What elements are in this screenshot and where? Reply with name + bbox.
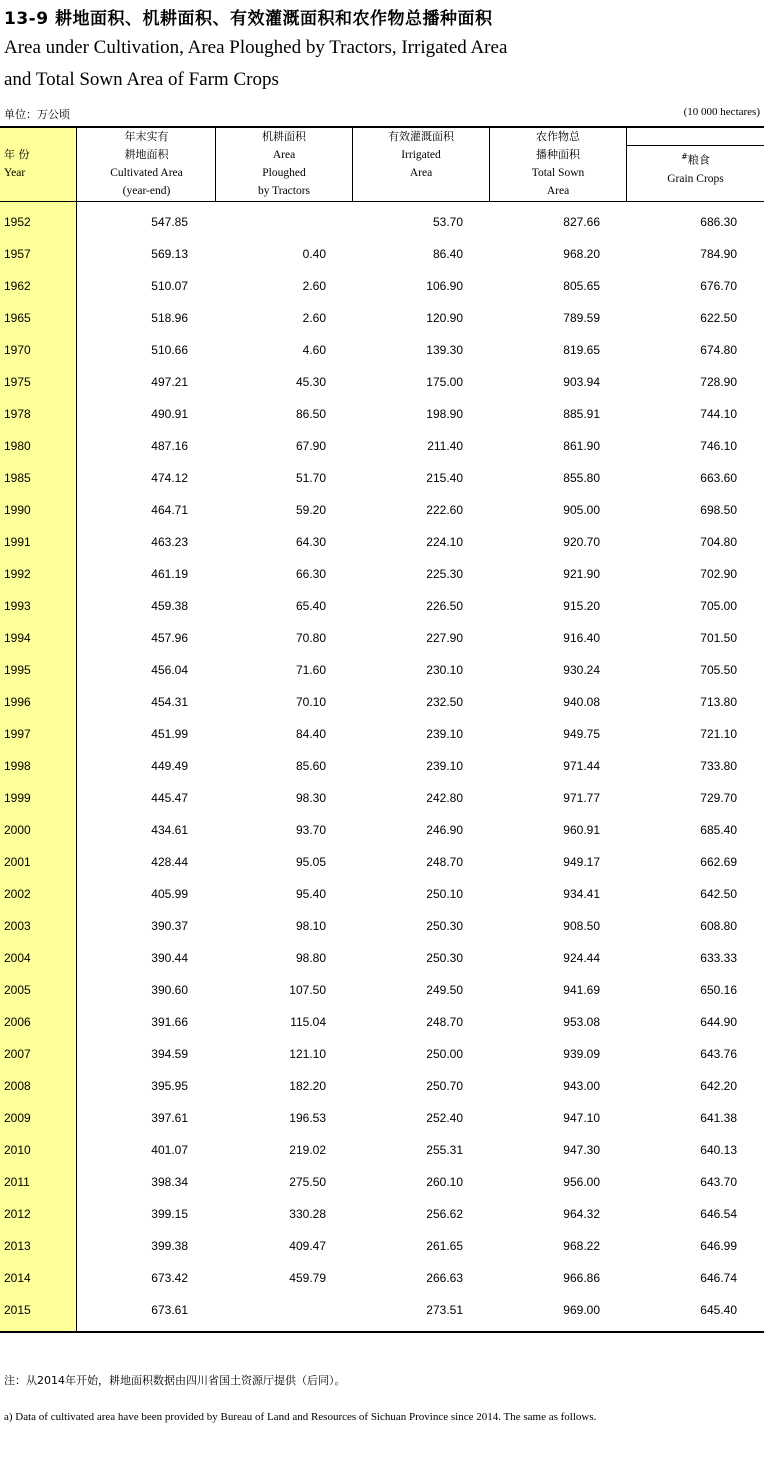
- cell-irrigated: 252.40: [426, 1111, 463, 1125]
- footnote-cn: 注：从2014年开始，耕地面积数据由四川省国土资源厅提供（后同）。: [4, 1374, 346, 1387]
- cell-sown: 930.24: [563, 663, 600, 677]
- cell-irrigated: 106.90: [426, 279, 463, 293]
- cell-grain: 674.80: [700, 343, 737, 357]
- cell-year: 1962: [4, 279, 31, 293]
- header-grain-en: Grain Crops: [667, 172, 724, 185]
- table-row: [0, 1294, 764, 1326]
- cell-sown: 968.20: [563, 247, 600, 261]
- table-row: [0, 430, 764, 462]
- header-divider-1: [215, 128, 216, 201]
- cell-irrigated: 239.10: [426, 727, 463, 741]
- cell-grain: 701.50: [700, 631, 737, 645]
- table-row: [0, 974, 764, 1006]
- cell-grain: 622.50: [700, 311, 737, 325]
- cell-grain: 646.74: [700, 1271, 737, 1285]
- cell-year: 2011: [4, 1175, 30, 1189]
- cell-year: 1975: [4, 375, 31, 389]
- cell-sown: 934.41: [563, 887, 600, 901]
- cell-year: 2012: [4, 1207, 31, 1221]
- cell-year: 1957: [4, 247, 31, 261]
- table-row: [0, 1166, 764, 1198]
- cell-sown: 971.44: [563, 759, 600, 773]
- header-ploughed: [216, 128, 352, 201]
- cell-year: 1992: [4, 567, 31, 581]
- cell-ploughed: 84.40: [295, 727, 326, 741]
- cell-irrigated: 248.70: [426, 1015, 463, 1029]
- cell-irrigated: 249.50: [426, 983, 463, 997]
- cell-grain: 702.90: [700, 567, 737, 581]
- cell-year: 1980: [4, 439, 31, 453]
- cell-irrigated: 250.70: [426, 1079, 463, 1093]
- header-ploughed-cn: 机耕面积: [262, 130, 306, 143]
- cell-cultivated: 391.66: [151, 1015, 188, 1029]
- header-sown-cn2: 播种面积: [536, 148, 580, 161]
- cell-sown: 949.75: [563, 727, 600, 741]
- cell-ploughed: 98.10: [295, 919, 326, 933]
- cell-sown: 861.90: [563, 439, 600, 453]
- cell-grain: 644.90: [700, 1015, 737, 1029]
- cell-grain: 713.80: [700, 695, 737, 709]
- cell-sown: 819.65: [563, 343, 600, 357]
- cell-year: 2014: [4, 1271, 31, 1285]
- cell-cultivated: 487.16: [151, 439, 188, 453]
- cell-cultivated: 394.59: [151, 1047, 188, 1061]
- cell-sown: 939.09: [563, 1047, 600, 1061]
- header-divider-2: [352, 128, 353, 201]
- table-row: [0, 814, 764, 846]
- header-cultivated-cn1: 年末实有: [124, 130, 169, 143]
- cell-ploughed: 0.40: [302, 247, 326, 261]
- cell-sown: 920.70: [563, 535, 600, 549]
- table-row: [0, 238, 764, 270]
- cell-ploughed: 70.80: [295, 631, 326, 645]
- cell-cultivated: 457.96: [151, 631, 188, 645]
- cell-ploughed: 182.20: [289, 1079, 326, 1093]
- header-grain-cn: 粮食: [687, 153, 710, 167]
- cell-sown: 905.00: [563, 503, 600, 517]
- cell-ploughed: 95.40: [295, 887, 326, 901]
- cell-grain: 663.60: [700, 471, 737, 485]
- cell-irrigated: 246.90: [426, 823, 463, 837]
- cell-sown: 956.00: [563, 1175, 600, 1189]
- cell-ploughed: 65.40: [295, 599, 326, 613]
- unit-label-en: (10 000 hectares): [683, 106, 760, 118]
- cell-irrigated: 120.90: [426, 311, 463, 325]
- cell-sown: 953.08: [563, 1015, 600, 1029]
- header-cultivated: [78, 128, 215, 201]
- cell-year: 1994: [4, 631, 31, 645]
- cell-irrigated: 250.10: [426, 887, 463, 901]
- table-row: [0, 1262, 764, 1294]
- cell-year: 1995: [4, 663, 31, 677]
- cell-cultivated: 569.13: [151, 247, 188, 261]
- cell-grain: 733.80: [700, 759, 737, 773]
- table-row: [0, 782, 764, 814]
- cell-year: 1998: [4, 759, 31, 773]
- table-row: [0, 942, 764, 974]
- cell-year: 1985: [4, 471, 31, 485]
- header-ploughed-en3: by Tractors: [257, 185, 311, 197]
- header-sown-cn1: 农作物总: [536, 130, 580, 143]
- table-row: [0, 526, 764, 558]
- cell-ploughed: 4.60: [302, 343, 326, 357]
- cell-ploughed: 70.10: [295, 695, 326, 709]
- cell-year: 1990: [4, 503, 31, 517]
- cell-cultivated: 474.12: [151, 471, 188, 485]
- cell-cultivated: 451.99: [151, 727, 188, 741]
- cell-sown: 921.90: [563, 567, 600, 581]
- cell-cultivated: 518.96: [151, 311, 188, 325]
- table-row: [0, 398, 764, 430]
- cell-ploughed: 66.30: [295, 567, 326, 581]
- cell-year: 1991: [4, 535, 31, 549]
- table-row: [0, 590, 764, 622]
- table-row: [0, 462, 764, 494]
- header-ploughed-en2: Ploughed: [262, 167, 306, 179]
- cell-sown: 960.91: [563, 823, 600, 837]
- cell-cultivated: 397.61: [151, 1111, 188, 1125]
- cell-cultivated: 464.71: [151, 503, 188, 517]
- cell-irrigated: 226.50: [426, 599, 463, 613]
- table-row: [0, 1102, 764, 1134]
- cell-year: 1993: [4, 599, 31, 613]
- table-row: [0, 1230, 764, 1262]
- cell-cultivated: 454.31: [151, 695, 188, 709]
- cell-ploughed: 2.60: [302, 279, 326, 293]
- header-ploughed-en1: Area: [272, 149, 296, 161]
- cell-grain: 705.00: [700, 599, 737, 613]
- cell-cultivated: 547.85: [151, 215, 188, 229]
- cell-year: 2009: [4, 1111, 31, 1125]
- cell-grain: 744.10: [700, 407, 737, 421]
- cell-cultivated: 390.44: [151, 951, 188, 965]
- cell-grain: 646.54: [700, 1207, 737, 1221]
- cell-ploughed: 51.70: [295, 471, 326, 485]
- table-row: [0, 622, 764, 654]
- cell-sown: 943.00: [563, 1079, 600, 1093]
- cell-grain: 641.38: [700, 1111, 737, 1125]
- cell-year: 1999: [4, 791, 31, 805]
- cell-cultivated: 405.99: [151, 887, 188, 901]
- cell-year: 2010: [4, 1143, 31, 1157]
- cell-grain: 642.20: [700, 1079, 737, 1093]
- cell-ploughed: 275.50: [289, 1175, 326, 1189]
- cell-ploughed: 59.20: [295, 503, 326, 517]
- table-row: [0, 686, 764, 718]
- cell-ploughed: 98.80: [295, 951, 326, 965]
- table-row: [0, 750, 764, 782]
- header-grain-subrule: [627, 145, 764, 146]
- cell-grain: 676.70: [700, 279, 737, 293]
- cell-irrigated: 248.70: [426, 855, 463, 869]
- cell-year: 1965: [4, 311, 31, 325]
- table-row: [0, 878, 764, 910]
- cell-ploughed: 409.47: [289, 1239, 326, 1253]
- cell-irrigated: 211.40: [427, 439, 463, 453]
- cell-grain: 721.10: [700, 727, 737, 741]
- header-year-cn: 年 份: [4, 148, 30, 161]
- cell-cultivated: 490.91: [151, 407, 188, 421]
- cell-irrigated: 225.30: [426, 567, 463, 581]
- table-row: [0, 206, 764, 238]
- table-row: [0, 1006, 764, 1038]
- cell-grain: 646.99: [700, 1239, 737, 1253]
- cell-cultivated: 445.47: [151, 791, 188, 805]
- cell-cultivated: 428.44: [151, 855, 188, 869]
- cell-sown: 827.66: [563, 215, 600, 229]
- cell-irrigated: 232.50: [426, 695, 463, 709]
- cell-sown: 947.30: [563, 1143, 600, 1157]
- cell-irrigated: 256.62: [426, 1207, 463, 1221]
- cell-ploughed: 64.30: [295, 535, 326, 549]
- cell-sown: 789.59: [563, 311, 600, 325]
- cell-sown: 855.80: [563, 471, 600, 485]
- cell-grain: 685.40: [700, 823, 737, 837]
- cell-irrigated: 222.60: [426, 503, 463, 517]
- header-year: [0, 128, 77, 201]
- cell-grain: 686.30: [700, 215, 737, 229]
- cell-year: 2008: [4, 1079, 31, 1093]
- cell-grain: 728.90: [700, 375, 737, 389]
- cell-ploughed: 121.10: [289, 1047, 326, 1061]
- header-irrigated-cn: 有效灌溉面积: [388, 130, 454, 143]
- header-sown-en1: Total Sown: [531, 167, 585, 179]
- table-row: [0, 494, 764, 526]
- cell-sown: 966.86: [563, 1271, 600, 1285]
- cell-ploughed: 67.90: [295, 439, 326, 453]
- header-irrigated: [353, 128, 489, 201]
- table-title-en-line2: and Total Sown Area of Farm Crops: [4, 69, 279, 90]
- cell-irrigated: 261.65: [426, 1239, 463, 1253]
- cell-ploughed: 219.02: [289, 1143, 326, 1157]
- cell-year: 2000: [4, 823, 31, 837]
- cell-sown: 805.65: [563, 279, 600, 293]
- cell-grain: 645.40: [700, 1303, 737, 1317]
- cell-sown: 968.22: [563, 1239, 600, 1253]
- header-sown-en2: Area: [546, 185, 570, 197]
- cell-grain: 643.76: [700, 1047, 737, 1061]
- cell-irrigated: 255.31: [426, 1143, 463, 1157]
- cell-year: 2005: [4, 983, 31, 997]
- header-sown: [490, 128, 626, 201]
- table-row: [0, 1070, 764, 1102]
- table-row: [0, 334, 764, 366]
- cell-irrigated: 266.63: [426, 1271, 463, 1285]
- cell-ploughed: 196.53: [289, 1111, 326, 1125]
- cell-sown: 908.50: [563, 919, 600, 933]
- header-bottom-rule: [0, 201, 764, 202]
- cell-grain: 784.90: [700, 247, 737, 261]
- header-cultivated-cn2: 耕地面积: [124, 148, 169, 161]
- table-row: [0, 654, 764, 686]
- footnote-en: a) Data of cultivated area have been provided by Bureau of Land and Resources of Sichuan Province since 2014. The same as follows.: [4, 1411, 597, 1423]
- cell-cultivated: 510.66: [151, 343, 188, 357]
- cell-ploughed: 330.28: [289, 1207, 326, 1221]
- cell-irrigated: 239.10: [426, 759, 463, 773]
- cell-sown: 940.08: [563, 695, 600, 709]
- cell-grain: 729.70: [700, 791, 737, 805]
- cell-cultivated: 459.38: [151, 599, 188, 613]
- cell-irrigated: 250.30: [426, 919, 463, 933]
- table-title-cn: 13-9 耕地面积、机耕面积、有效灌溉面积和农作物总播种面积: [4, 9, 493, 29]
- table-title-en-line1: Area under Cultivation, Area Ploughed by Tractors, Irrigated Area: [4, 37, 508, 58]
- cell-grain: 650.16: [700, 983, 737, 997]
- header-cultivated-en2: (year-end): [122, 185, 171, 197]
- cell-grain: 640.13: [700, 1143, 737, 1157]
- table-row: [0, 270, 764, 302]
- cell-grain: 642.50: [700, 887, 737, 901]
- cell-cultivated: 399.15: [151, 1207, 188, 1221]
- cell-sown: 969.00: [563, 1303, 600, 1317]
- table-row: [0, 718, 764, 750]
- cell-year: 2002: [4, 887, 31, 901]
- header-grain-mark: #: [681, 152, 688, 161]
- cell-ploughed: 85.60: [295, 759, 326, 773]
- cell-grain: 633.33: [700, 951, 737, 965]
- cell-cultivated: 673.61: [151, 1303, 188, 1317]
- cell-year: 1978: [4, 407, 31, 421]
- cell-irrigated: 260.10: [426, 1175, 463, 1189]
- cell-irrigated: 273.51: [426, 1303, 463, 1317]
- cell-ploughed: 95.05: [295, 855, 326, 869]
- cell-cultivated: 456.04: [151, 663, 188, 677]
- header-divider-3: [489, 128, 490, 201]
- cell-grain: 746.10: [700, 439, 737, 453]
- cell-year: 1952: [4, 215, 31, 229]
- table-row: [0, 366, 764, 398]
- cell-ploughed: 2.60: [302, 311, 326, 325]
- cell-year: 1970: [4, 343, 31, 357]
- cell-sown: 916.40: [563, 631, 600, 645]
- header-divider-4: [626, 128, 627, 201]
- cell-sown: 941.69: [563, 983, 600, 997]
- cell-cultivated: 398.34: [151, 1175, 188, 1189]
- cell-grain: 698.50: [700, 503, 737, 517]
- header-grain: [627, 148, 764, 188]
- cell-cultivated: 401.07: [151, 1143, 188, 1157]
- cell-irrigated: 215.40: [426, 471, 463, 485]
- cell-irrigated: 250.00: [426, 1047, 463, 1061]
- cell-year: 2003: [4, 919, 31, 933]
- cell-cultivated: 399.38: [151, 1239, 188, 1253]
- cell-sown: 949.17: [563, 855, 600, 869]
- table-row: [0, 910, 764, 942]
- cell-cultivated: 390.60: [151, 983, 188, 997]
- cell-sown: 903.94: [563, 375, 600, 389]
- cell-grain: 608.80: [700, 919, 737, 933]
- table-row: [0, 558, 764, 590]
- header-irrigated-en2: Area: [409, 167, 433, 179]
- cell-irrigated: 86.40: [432, 247, 463, 261]
- table-row: [0, 1134, 764, 1166]
- cell-sown: 885.91: [563, 407, 600, 421]
- cell-cultivated: 434.61: [151, 823, 188, 837]
- cell-grain: 705.50: [700, 663, 737, 677]
- cell-cultivated: 461.19: [151, 567, 188, 581]
- cell-grain: 704.80: [700, 535, 737, 549]
- cell-cultivated: 449.49: [151, 759, 188, 773]
- cell-irrigated: 175.00: [426, 375, 463, 389]
- header-year-en: Year: [4, 167, 26, 179]
- cell-sown: 915.20: [563, 599, 600, 613]
- header-cultivated-en1: Cultivated Area: [110, 167, 183, 179]
- cell-grain: 643.70: [700, 1175, 737, 1189]
- cell-cultivated: 390.37: [151, 919, 188, 933]
- cell-irrigated: 230.10: [426, 663, 463, 677]
- cell-sown: 964.32: [563, 1207, 600, 1221]
- cell-ploughed: 115.04: [290, 1015, 326, 1029]
- cell-cultivated: 497.21: [151, 375, 188, 389]
- cell-sown: 971.77: [563, 791, 600, 805]
- cell-irrigated: 224.10: [426, 535, 463, 549]
- cell-sown: 924.44: [563, 951, 600, 965]
- cell-irrigated: 227.90: [426, 631, 463, 645]
- table-row: [0, 1038, 764, 1070]
- table-row: [0, 1198, 764, 1230]
- table-row: [0, 846, 764, 878]
- cell-sown: 947.10: [563, 1111, 600, 1125]
- cell-ploughed: 86.50: [295, 407, 326, 421]
- table-bottom-rule: [0, 1331, 764, 1333]
- cell-ploughed: 45.30: [295, 375, 326, 389]
- cell-irrigated: 139.30: [426, 343, 463, 357]
- header-irrigated-en1: Irrigated: [401, 149, 441, 161]
- cell-ploughed: 71.60: [295, 663, 326, 677]
- unit-label-cn: 单位：万公顷: [4, 108, 70, 121]
- cell-year: 2013: [4, 1239, 31, 1253]
- cell-cultivated: 510.07: [151, 279, 188, 293]
- cell-year: 2015: [4, 1303, 31, 1317]
- cell-ploughed: 107.50: [289, 983, 326, 997]
- cell-grain: 662.69: [700, 855, 737, 869]
- table-row: [0, 302, 764, 334]
- cell-irrigated: 198.90: [426, 407, 463, 421]
- cell-cultivated: 395.95: [151, 1079, 188, 1093]
- cell-year: 2006: [4, 1015, 31, 1029]
- cell-cultivated: 463.23: [151, 535, 188, 549]
- cell-ploughed: 98.30: [295, 791, 326, 805]
- cell-year: 1997: [4, 727, 31, 741]
- cell-ploughed: 459.79: [289, 1271, 326, 1285]
- cell-ploughed: 93.70: [295, 823, 326, 837]
- cell-irrigated: 242.80: [426, 791, 463, 805]
- cell-year: 1996: [4, 695, 31, 709]
- cell-irrigated: 250.30: [426, 951, 463, 965]
- cell-year: 2001: [4, 855, 31, 869]
- cell-year: 2004: [4, 951, 31, 965]
- cell-irrigated: 53.70: [432, 215, 463, 229]
- cell-cultivated: 673.42: [151, 1271, 188, 1285]
- cell-year: 2007: [4, 1047, 31, 1061]
